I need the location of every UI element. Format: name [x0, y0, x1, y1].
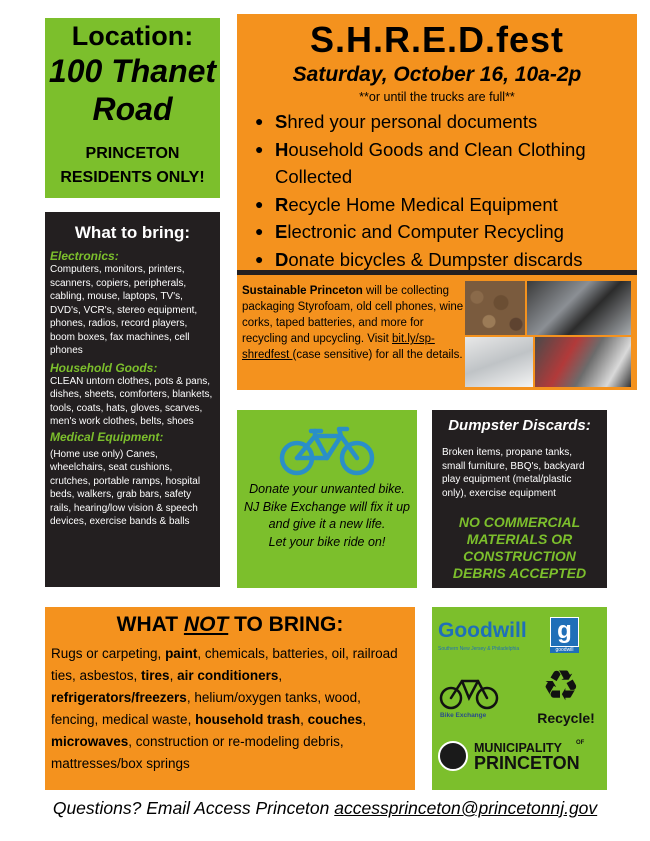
dumpster-items: Broken items, propane tanks, small furniture, BBQ's, backyard play equipment (metal/plastic only), exercise equipment: [442, 447, 585, 499]
event-item-recycle: ● Recycle Home Medical Equipment: [275, 191, 637, 219]
residents-only-notice: PRINCETON RESIDENTS ONLY!: [60, 145, 205, 186]
category-household-items: CLEAN untorn clothes, pots & pans, dishes, sheets, comforters, blankets, tools, coats, hats, gloves, scarves, men's work clothes, belts, shoes: [50, 375, 213, 427]
recycle-logo: ♻ Recycle!: [537, 662, 595, 726]
category-medical: Medical Equipment:: [50, 429, 164, 444]
event-title: S.H.R.E.D.fest: [309, 19, 565, 60]
event-date: Saturday, October 16, 10a-2p: [292, 63, 582, 86]
bicycle-icon: [277, 426, 377, 476]
bike-donation-box: [237, 410, 417, 588]
location-address: 100 Thanet Road: [48, 53, 217, 127]
sustainable-org: Sustainable Princeton: [242, 285, 363, 297]
contact-footer: Questions? Email Access Princeton accessprinceton@princetonnj.gov: [52, 798, 598, 818]
bike-tagline: Let your bike ride on!: [268, 534, 386, 549]
recycle-icon: ♻: [542, 662, 580, 709]
event-list: [237, 108, 637, 273]
what-not-to-bring-list: Rugs or carpeting, paint, chemicals, batteries, oil, railroad ties, asbestos, tires, air conditioners, refrigerators/freezers, helium/oxygen tanks, wood, fencing, medical waste, household trash, couches, microwaves, construction or re-modeling debris, mattresses/box springs: [51, 646, 398, 771]
goodwill-logo: Goodwill Southern New Jersey & Philadelphia g goodwill: [438, 617, 602, 657]
dumpster-warning: NO COMMERCIAL MATERIALS OR CONSTRUCTION DEBRIS ACCEPTED: [452, 514, 587, 581]
sponsor-logos-box: [432, 607, 607, 790]
dumpster-heading: Dumpster Discards:: [448, 417, 591, 434]
event-item-donate: ● Donate bicycles & Dumpster discards: [275, 246, 637, 274]
sustainable-text: Sustainable Princeton will be collecting packaging Styrofoam, old cell phones, wine corks, taped batteries, and more for recycling and upcycling. Visit bit.ly/sp-shredfest (case sensitive) for all the details.: [242, 285, 464, 361]
location-box: [45, 18, 220, 198]
photo-styrofoam: [465, 337, 533, 387]
what-to-bring-heading: What to bring:: [74, 223, 191, 242]
sustainable-link[interactable]: bit.ly/sp-shredfest: [242, 333, 435, 361]
event-box: [237, 14, 637, 270]
municipality-logo: MUNICIPALITY OF PRINCETON: [438, 737, 604, 777]
category-electronics: Electronics:: [50, 249, 119, 263]
bike-donation-text: Donate your unwanted bike. NJ Bike Exchange will fix it up and give it a new life. Let your bike ride on!: [240, 481, 414, 551]
photo-corks: [465, 281, 525, 335]
event-item-household: ● Household Goods and Clean Clothing Collected: [275, 136, 637, 191]
event-note: **or until the trucks are full**: [359, 90, 515, 104]
event-item-electronic: ● Electronic and Computer Recycling: [275, 218, 637, 246]
category-household: Household Goods:: [50, 360, 158, 375]
bike-exchange-icon: [438, 671, 500, 711]
photo-phones: [527, 281, 631, 335]
municipality-seal: [438, 741, 468, 771]
what-to-bring-box: [45, 212, 220, 587]
photo-batteries: [535, 337, 631, 387]
category-electronics-items: Computers, monitors, printers, scanners, copiers, peripherals, cabling, mouse, laptops, TV's, DVD's, VCR's, stereo equipment, phones, radios, record players, boom boxes, fax machines, cell phones: [50, 264, 198, 356]
event-item-shred: ● Shred your personal documents: [275, 108, 637, 136]
recycling-photos: [465, 281, 631, 387]
category-medical-items: (Home use only) Canes, wheelchairs, seat cushions, crutches, portable ramps, hospital beds, walkers, grab bars, safety rails, hearing/low vision & speech devices, exercise bands & balls: [50, 448, 201, 527]
sustainable-box: [237, 270, 637, 390]
location-heading: Location:: [71, 21, 194, 51]
contact-email-link[interactable]: accessprinceton@princetonnj.gov: [334, 798, 598, 818]
what-not-to-bring-box: [45, 607, 415, 790]
bike-exchange-logo: Bike Exchange: [438, 667, 500, 723]
dumpster-discards-box: [432, 410, 607, 588]
what-not-to-bring-heading: WHAT NOT TO BRING:: [116, 613, 344, 636]
